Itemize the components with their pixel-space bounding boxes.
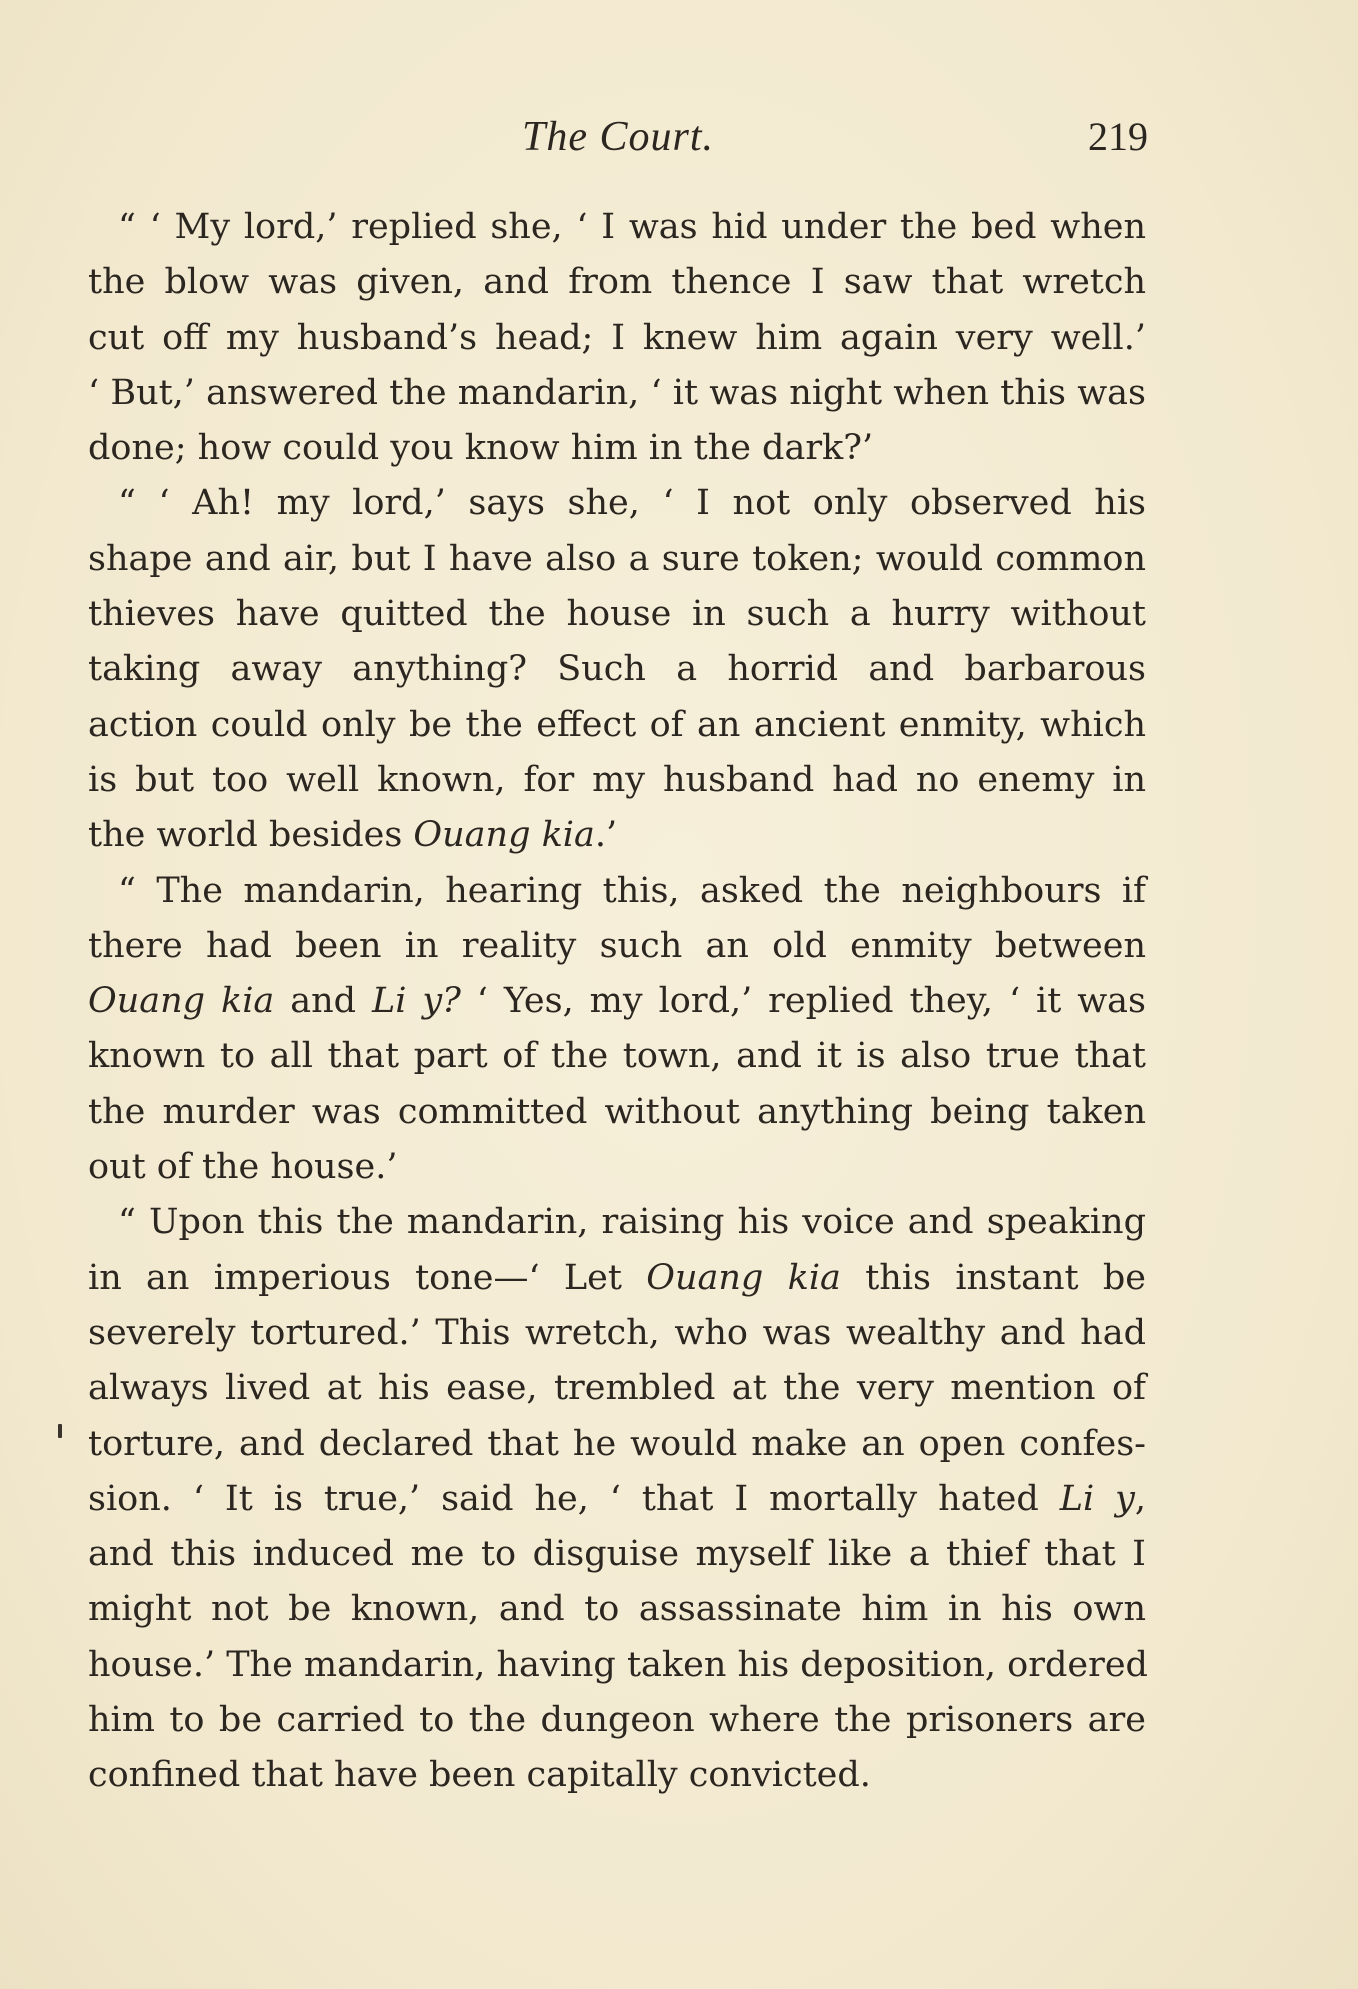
print-speck bbox=[58, 1424, 62, 1438]
italic-name: Ouang kia bbox=[413, 815, 595, 856]
text-segment: done; how could you know him in the dark?’ bbox=[88, 428, 874, 469]
text-line bbox=[88, 200, 1146, 255]
text-line bbox=[88, 919, 1146, 974]
text-segment: him to be carried to the dungeon where the prisoners are bbox=[88, 1700, 1146, 1741]
text-line bbox=[88, 698, 1146, 753]
text-segment: “ The mandarin, hearing this, asked the neighbours if bbox=[118, 870, 1146, 911]
italic-name: Li y? bbox=[371, 981, 461, 1022]
text-segment: the murder was committed without anything being taken bbox=[88, 1091, 1146, 1132]
italic-name: Ouang kia bbox=[88, 981, 275, 1022]
text-segment: and bbox=[274, 981, 372, 1022]
text-line bbox=[88, 1195, 1146, 1250]
body-text bbox=[88, 200, 1146, 1804]
text-line bbox=[88, 421, 1146, 476]
text-line bbox=[88, 532, 1146, 587]
text-line bbox=[88, 1748, 1146, 1803]
text-segment: confined that have been capitally convicted. bbox=[88, 1755, 871, 1796]
text-segment: severely tortured.’ This wretch, who was wealthy and had bbox=[88, 1312, 1146, 1353]
text-line bbox=[88, 1085, 1146, 1140]
text-line bbox=[88, 1582, 1146, 1637]
text-line bbox=[88, 366, 1146, 421]
text-segment: might not be known, and to assassinate him in his own bbox=[88, 1589, 1146, 1630]
text-line bbox=[88, 974, 1146, 1029]
text-line bbox=[88, 1029, 1146, 1084]
text-line bbox=[88, 1472, 1146, 1527]
text-line bbox=[88, 808, 1146, 863]
text-segment: .’ bbox=[594, 815, 618, 856]
text-segment: cut off my husband’s head; I knew him again very well.’ bbox=[88, 317, 1146, 358]
text-line bbox=[88, 1306, 1146, 1361]
text-line bbox=[88, 864, 1146, 919]
text-line bbox=[88, 1361, 1146, 1416]
text-line bbox=[88, 642, 1146, 697]
text-segment: thieves have quitted the house in such a hurry without bbox=[88, 594, 1146, 635]
text-segment: taking away anything? Such a horrid and barbarous bbox=[88, 649, 1146, 690]
text-segment: “ ‘ My lord,’ replied she, ‘ I was hid under the bed when bbox=[118, 207, 1146, 247]
text-segment: shape and air, but I have also a sure token; would common bbox=[88, 538, 1146, 579]
italic-name: Ouang kia bbox=[646, 1257, 841, 1298]
text-segment: in an imperious tone—‘ Let bbox=[88, 1257, 647, 1298]
text-line bbox=[88, 1527, 1146, 1582]
text-segment: there had been in reality such an old enmity between bbox=[88, 925, 1146, 966]
text-segment: house.’ The mandarin, having taken his deposition, ordered bbox=[88, 1644, 1148, 1685]
text-segment: ‘ Yes, my lord,’ replied they, ‘ it was bbox=[460, 981, 1146, 1022]
text-line bbox=[88, 476, 1146, 531]
text-segment: torture, and declared that he would make an open confes- bbox=[88, 1423, 1146, 1464]
text-segment: ‘ But,’ answered the mandarin, ‘ it was night when this was bbox=[88, 372, 1146, 413]
text-line bbox=[88, 1140, 1146, 1195]
text-line bbox=[88, 255, 1146, 310]
text-line bbox=[88, 1638, 1146, 1693]
text-segment: “ Upon this the mandarin, raising his voice and speaking bbox=[118, 1202, 1146, 1243]
text-segment: “ ‘ Ah! my lord,’ says she, ‘ I not only observed his bbox=[118, 483, 1146, 524]
text-segment: the world besides bbox=[88, 815, 414, 856]
text-segment: this instant be bbox=[840, 1257, 1146, 1298]
text-segment: sion. ‘ It is true,’ said he, ‘ that I mortally hated bbox=[88, 1478, 1060, 1519]
text-line bbox=[88, 1417, 1146, 1472]
running-title: The Court. bbox=[521, 114, 715, 160]
text-line bbox=[88, 311, 1146, 366]
text-segment: , bbox=[1134, 1478, 1146, 1519]
text-line bbox=[88, 587, 1146, 642]
text-segment: out of the house.’ bbox=[88, 1147, 398, 1188]
text-segment: the blow was given, and from thence I saw that wretch bbox=[88, 262, 1146, 303]
running-head bbox=[88, 112, 1148, 162]
text-segment: known to all that part of the town, and it is also true that bbox=[88, 1036, 1146, 1077]
italic-name: Li y bbox=[1059, 1478, 1135, 1519]
text-line bbox=[88, 1251, 1146, 1306]
text-segment: is but too well known, for my husband had no enemy in bbox=[88, 759, 1146, 800]
text-line bbox=[88, 753, 1146, 808]
text-segment: always lived at his ease, trembled at the very mention of bbox=[88, 1368, 1146, 1409]
text-segment: action could only be the effect of an ancient enmity, which bbox=[88, 704, 1146, 745]
page-number: 219 bbox=[1088, 114, 1148, 159]
text-segment: and this induced me to disguise myself like a thief that I bbox=[88, 1534, 1146, 1575]
text-line bbox=[88, 1693, 1146, 1748]
